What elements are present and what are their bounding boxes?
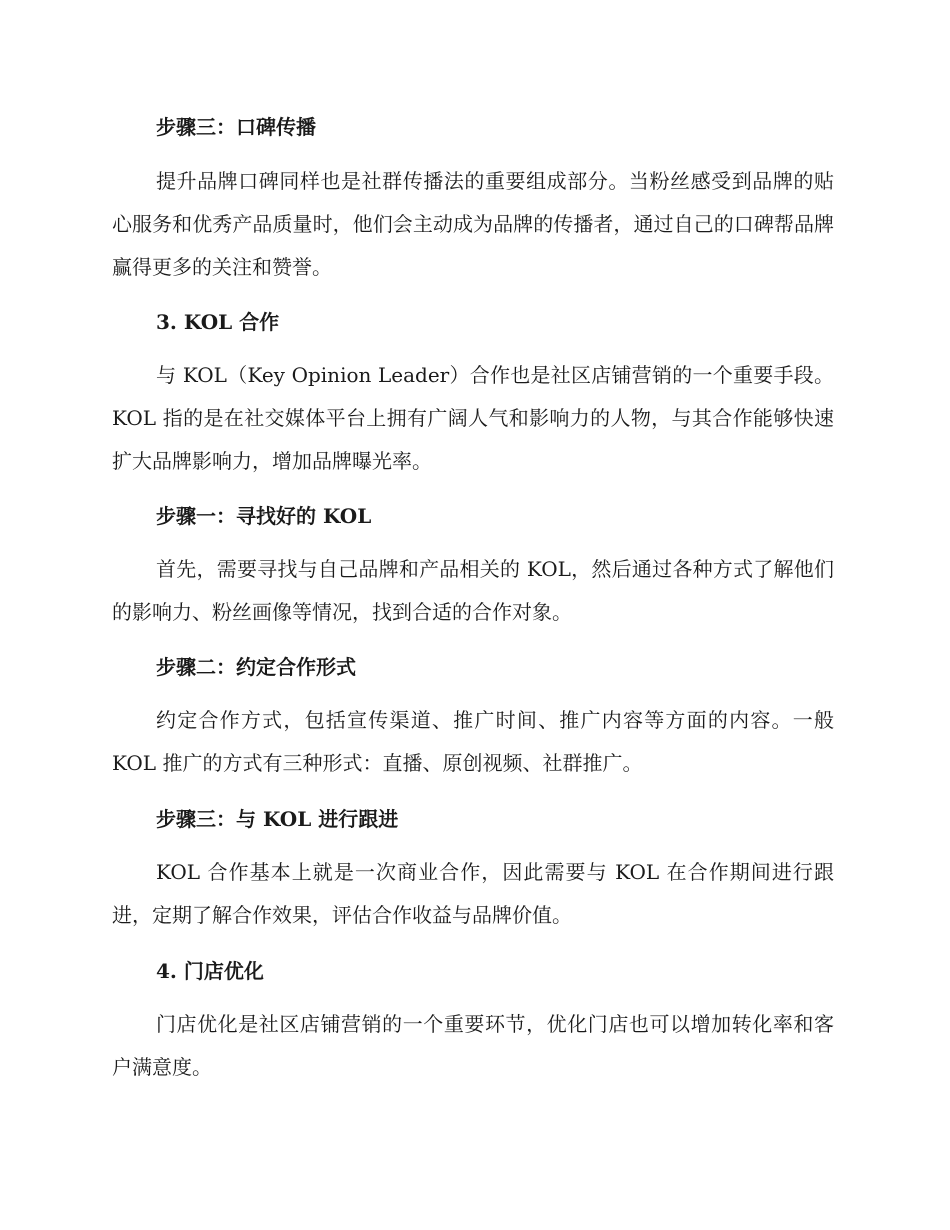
body-paragraph: 门店优化是社区店铺营销的一个重要环节，优化门店也可以增加转化率和客户满意度。 [112,1012,834,1079]
section-heading: 步骤一：寻找好的 KOL [156,504,372,528]
section-heading: 步骤三：口碑传播 [156,115,316,139]
body-paragraph: 提升品牌口碑同样也是社群传播法的重要组成部分。当粉丝感受到品牌的贴心服务和优秀产品质量时，他们会主动成为品牌的传播者，通过自己的口碑帮品牌赢得更多的关注和赞誉。 [112,169,834,279]
body-paragraph: 首先，需要寻找与自己品牌和产品相关的 KOL，然后通过各种方式了解他们的影响力、粉丝画像等情况，找到合适的合作对象。 [112,557,834,624]
body-paragraph: 与 KOL（Key Opinion Leader）合作也是社区店铺营销的一个重要手段。KOL 指的是在社交媒体平台上拥有广阔人气和影响力的人物，与其合作能够快速扩大品牌影响力，增加品牌曝光率。 [112,363,834,473]
section-heading: 步骤三：与 KOL 进行跟进 [156,807,399,831]
body-paragraph: 约定合作方式，包括宣传渠道、推广时间、推广内容等方面的内容。一般 KOL 推广的方式有三种形式：直播、原创视频、社群推广。 [112,708,834,775]
section-heading: 3. KOL 合作 [156,310,280,334]
section-heading: 4. 门店优化 [156,959,264,983]
body-paragraph: KOL 合作基本上就是一次商业合作，因此需要与 KOL 在合作期间进行跟进，定期了解合作效果，评估合作收益与品牌价值。 [112,860,834,927]
section-heading: 步骤二：约定合作形式 [156,655,356,679]
